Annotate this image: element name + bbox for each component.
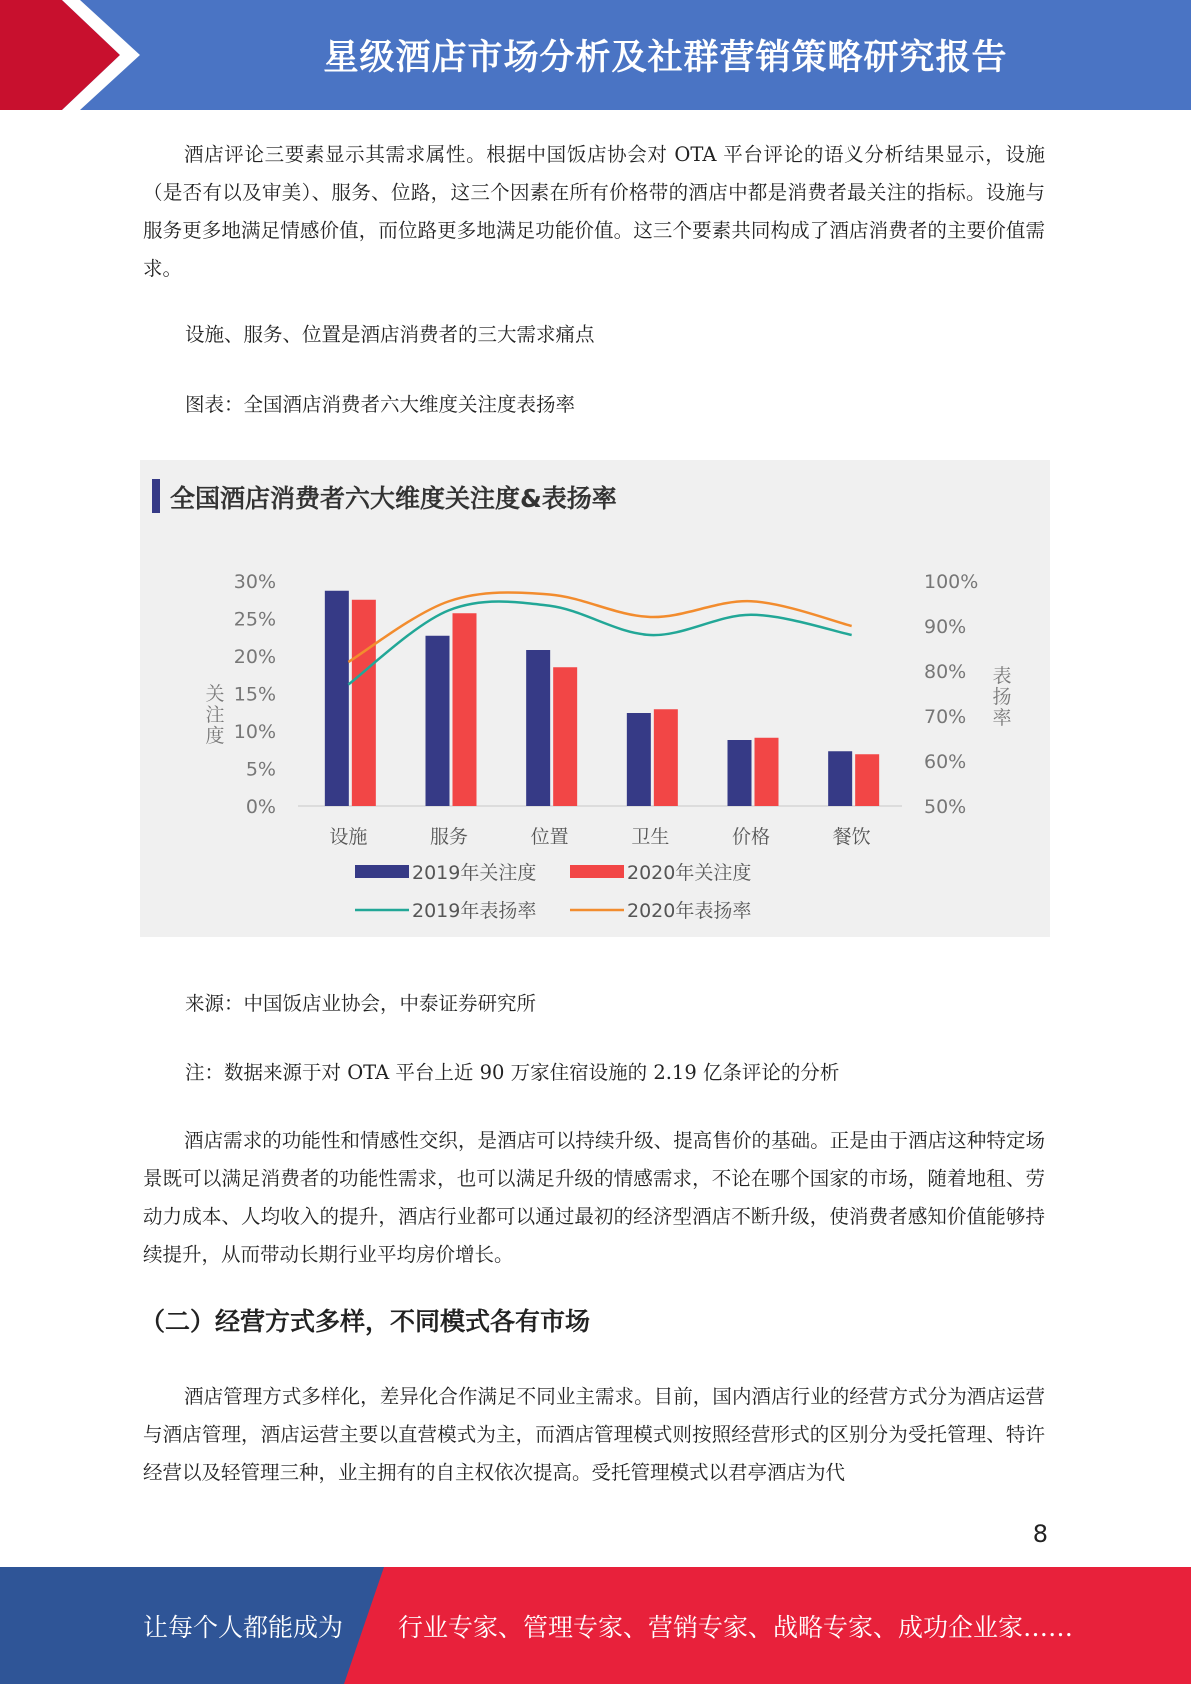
line-2020-praise xyxy=(348,593,851,662)
legend-swatch xyxy=(355,865,409,878)
bar-2020 xyxy=(453,613,477,806)
page-footer xyxy=(0,1567,1191,1684)
paragraph-1: 酒店评论三要素显示其需求属性。根据中国饭店协会对 OTA 平台评论的语义分析结果显示，设施（是否有以及审美）、服务、位路，这三个因素在所有价格带的酒店中都是消费者最关注的指标。设施与服务更多地满足情感价值，而位路更多地满足功能价值。这三个要素共同构成了酒店消费者的主要价值需求。 xyxy=(143,143,1045,280)
legend-label: 2020年关注度 xyxy=(627,862,752,884)
legend-label: 2020年表扬率 xyxy=(627,900,752,922)
x-tick-label: 设施 xyxy=(329,826,368,848)
paragraph-2: 酒店需求的功能性和情感性交织，是酒店可以持续升级、提高售价的基础。正是由于酒店这种特定场景既可以满足消费者的功能性需求，也可以满足升级的情感需求，不论在哪个国家的市场，随着地租、劳动力成本、人均收入的提升，酒店行业都可以通过最初的经济型酒店不断升级，使消费者感知价值能够持续提升，从而带动长期行业平均房价增长。 xyxy=(143,1129,1045,1266)
y2-tick-label: 70% xyxy=(924,706,967,728)
bar-2019 xyxy=(526,650,550,806)
bar-2020 xyxy=(352,600,376,806)
x-tick-label: 位置 xyxy=(530,826,569,848)
y-tick-label: 20% xyxy=(233,646,276,668)
paragraph-3: 酒店管理方式多样化，差异化合作满足不同业主需求。目前，国内酒店行业的经营方式分为酒店运营与酒店管理，酒店运营主要以直营模式为主，而酒店管理模式则按照经营形式的区别分为受托管理、特许经营以及轻管理三种，业主拥有的自主权依次提高。受托管理模式以君亭酒店为代 xyxy=(143,1385,1045,1484)
x-tick-label: 服务 xyxy=(429,826,469,848)
section-heading: （二）经营方式多样，不同模式各有市场 xyxy=(140,1307,591,1336)
y2-tick-label: 80% xyxy=(924,661,967,683)
y2-tick-label: 90% xyxy=(924,616,967,638)
bar-2020 xyxy=(755,738,779,806)
x-tick-label: 餐饮 xyxy=(832,826,871,848)
y-tick-label: 10% xyxy=(233,721,276,743)
bar-2020 xyxy=(553,667,577,806)
legend-label: 2019年表扬率 xyxy=(412,900,537,922)
report-title: 星级酒店市场分析及社群营销策略研究报告 xyxy=(323,38,1008,78)
chart-title: 全国酒店消费者六大维度关注度&表扬率 xyxy=(170,484,617,513)
y-axis-label: 关注度 xyxy=(205,683,225,747)
bar-2019 xyxy=(828,751,852,806)
header-chevron-decoration xyxy=(0,0,160,110)
bar-2020 xyxy=(855,754,879,806)
bar-2019 xyxy=(728,740,752,806)
x-tick-label: 价格 xyxy=(731,826,771,848)
bar-2019 xyxy=(325,591,349,806)
bar-2020 xyxy=(654,709,678,806)
y-tick-label: 5% xyxy=(245,758,276,781)
x-tick-label: 卫生 xyxy=(631,826,670,848)
attention-praise-chart xyxy=(140,460,1050,937)
y2-tick-label: 50% xyxy=(924,796,967,818)
legend-label: 2019年关注度 xyxy=(412,862,537,884)
title-accent-bar xyxy=(152,479,160,513)
y2-tick-label: 100% xyxy=(924,571,979,593)
footer-slogan-left: 让每个人都能成为 xyxy=(143,1612,344,1642)
y2-tick-label: 60% xyxy=(924,751,967,773)
pain-points-line: 设施、服务、位置是酒店消费者的三大需求痛点 xyxy=(185,323,595,346)
bar-2019 xyxy=(426,636,450,806)
legend-swatch xyxy=(570,865,624,878)
page-number: 8 xyxy=(1032,1520,1048,1548)
note-line: 注：数据来源于对 OTA 平台上近 90 万家住宿设施的 2.19 亿条评论的分析 xyxy=(185,1061,840,1084)
figure-caption: 图表：全国酒店消费者六大维度关注度表扬率 xyxy=(185,393,576,416)
y-tick-label: 15% xyxy=(233,683,276,706)
source-line: 来源：中国饭店业协会，中泰证券研究所 xyxy=(185,992,537,1015)
footer-slogan-right: 行业专家、管理专家、营销专家、战略专家、成功企业家…… xyxy=(398,1612,1074,1642)
y-tick-label: 25% xyxy=(233,608,276,631)
bar-2019 xyxy=(627,713,651,806)
page-header xyxy=(0,0,1191,110)
chart-canvas xyxy=(140,460,1050,937)
y2-axis-label: 表扬率 xyxy=(992,665,1012,729)
y-tick-label: 30% xyxy=(233,571,276,593)
y-tick-label: 0% xyxy=(245,796,276,818)
